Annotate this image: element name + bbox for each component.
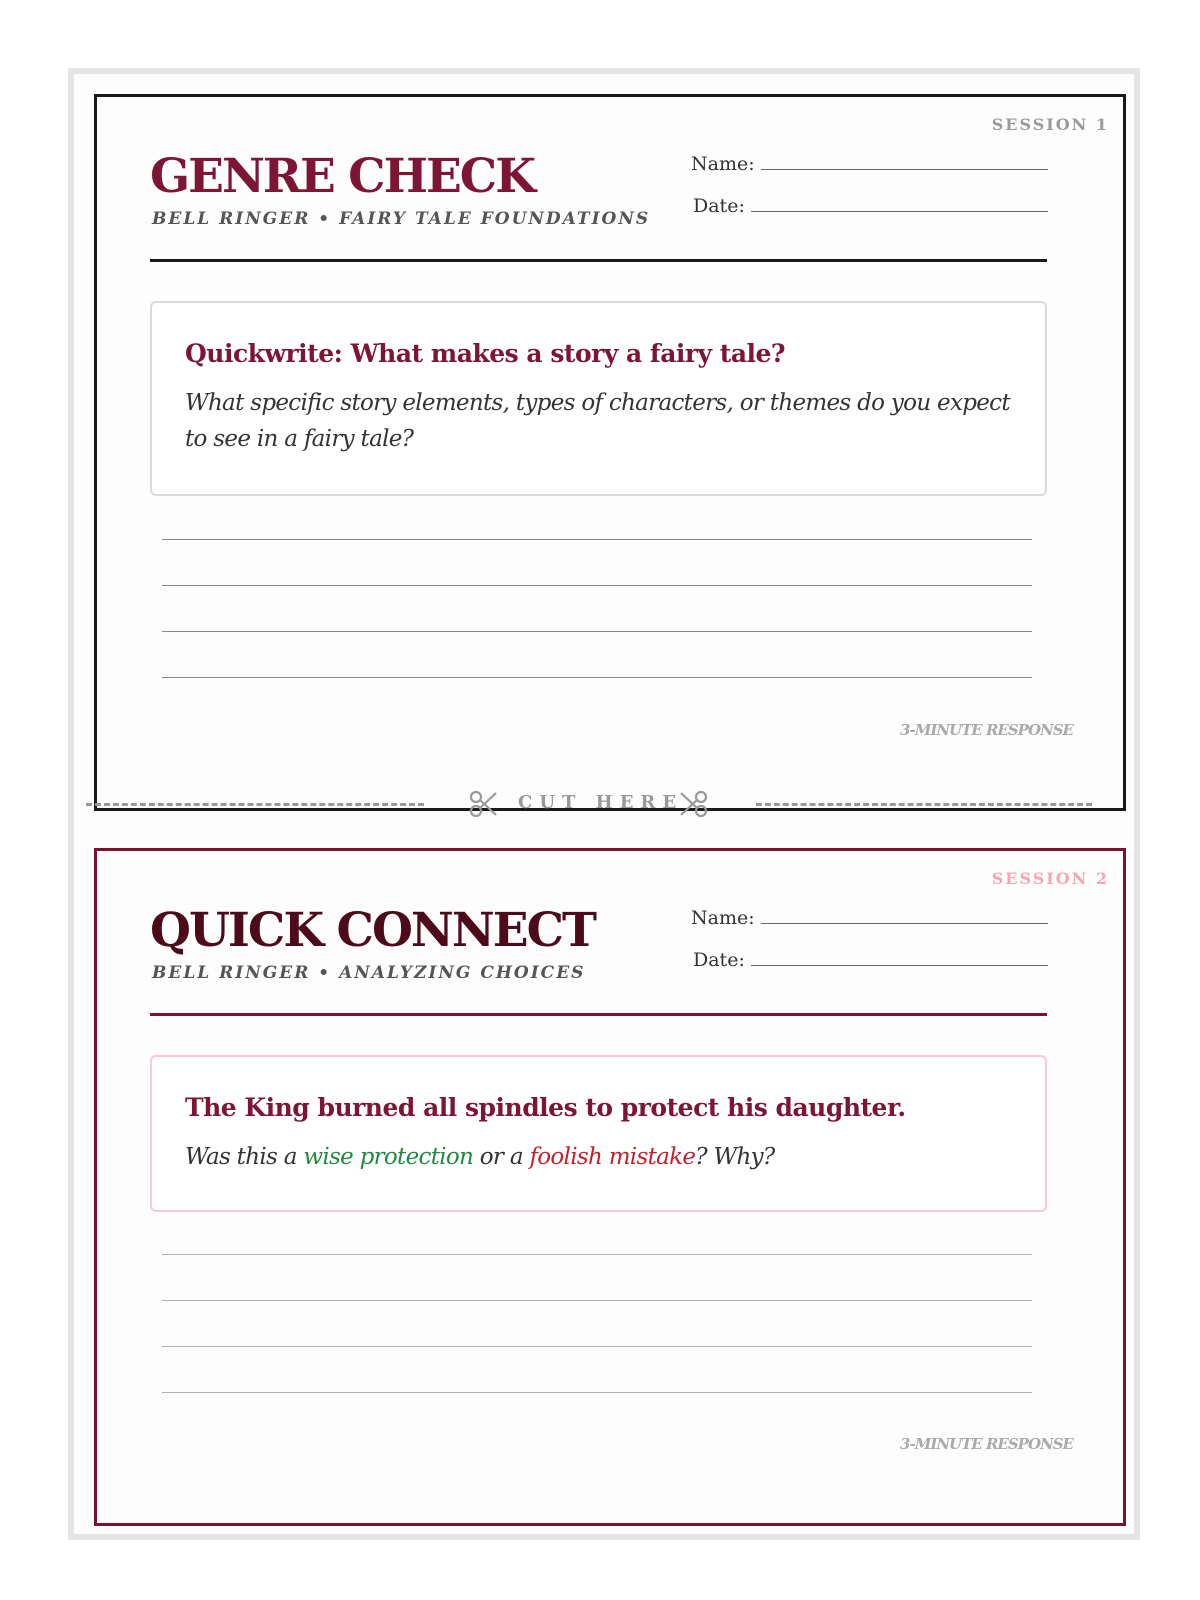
cut-here-label: CUT HERE (518, 792, 684, 813)
name-label: Name: (691, 907, 755, 929)
name-blank-line[interactable] (761, 169, 1048, 170)
response-line[interactable] (162, 1346, 1032, 1347)
date-field[interactable] (693, 949, 1048, 971)
name-label: Name: (691, 153, 755, 175)
card-subtitle: BELL RINGER • FAIRY TALE FOUNDATIONS (152, 209, 651, 229)
cut-dash-right (756, 803, 1092, 806)
date-blank-line[interactable] (751, 965, 1048, 966)
card-title: GENRE CHECK (150, 149, 535, 204)
session-label: SESSION 2 (991, 869, 1109, 888)
scissors-icon (678, 790, 708, 818)
prompt-text-end: ? Why? (695, 1144, 775, 1170)
header-divider (150, 259, 1047, 262)
prompt-text-middle: or a (473, 1144, 530, 1170)
date-blank-line[interactable] (751, 211, 1048, 212)
option-foolish-mistake: foolish mistake (529, 1144, 696, 1170)
prompt-question: The King burned all spindles to protect his daughter. (185, 1093, 906, 1122)
card-subtitle: BELL RINGER • ANALYZING CHOICES (152, 963, 586, 983)
prompt-question: Quickwrite: What makes a story a fairy tale? (185, 339, 786, 368)
response-line[interactable] (162, 1300, 1032, 1301)
prompt-box (150, 1055, 1047, 1212)
bell-ringer-card-2 (94, 848, 1126, 1526)
option-wise-protection: wise protection (303, 1144, 474, 1170)
response-time-note: 3-MINUTE RESPONSE (900, 721, 1073, 739)
response-time-note: 3-MINUTE RESPONSE (900, 1435, 1073, 1453)
name-blank-line[interactable] (761, 923, 1048, 924)
response-line[interactable] (162, 631, 1032, 632)
response-line[interactable] (162, 677, 1032, 678)
header-divider (150, 1013, 1047, 1016)
response-line[interactable] (162, 1254, 1032, 1255)
date-field[interactable] (693, 195, 1048, 217)
date-label: Date: (693, 195, 745, 217)
cut-line (86, 790, 1092, 818)
prompt-text: What specific story elements, types of characters, or themes do you expect to see in a fairy tale? (185, 390, 1010, 452)
card-title: QUICK CONNECT (150, 903, 596, 958)
name-field[interactable] (691, 907, 1048, 929)
session-label: SESSION 1 (991, 115, 1109, 134)
prompt-text (185, 1139, 1012, 1175)
response-line[interactable] (162, 585, 1032, 586)
bell-ringer-card-1 (94, 94, 1126, 811)
date-label: Date: (693, 949, 745, 971)
scissors-icon (469, 790, 499, 818)
cut-dash-left (86, 803, 424, 806)
name-field[interactable] (691, 153, 1048, 175)
prompt-box (150, 301, 1047, 496)
response-line[interactable] (162, 539, 1032, 540)
response-line[interactable] (162, 1392, 1032, 1393)
prompt-text-start: Was this a (185, 1144, 304, 1170)
